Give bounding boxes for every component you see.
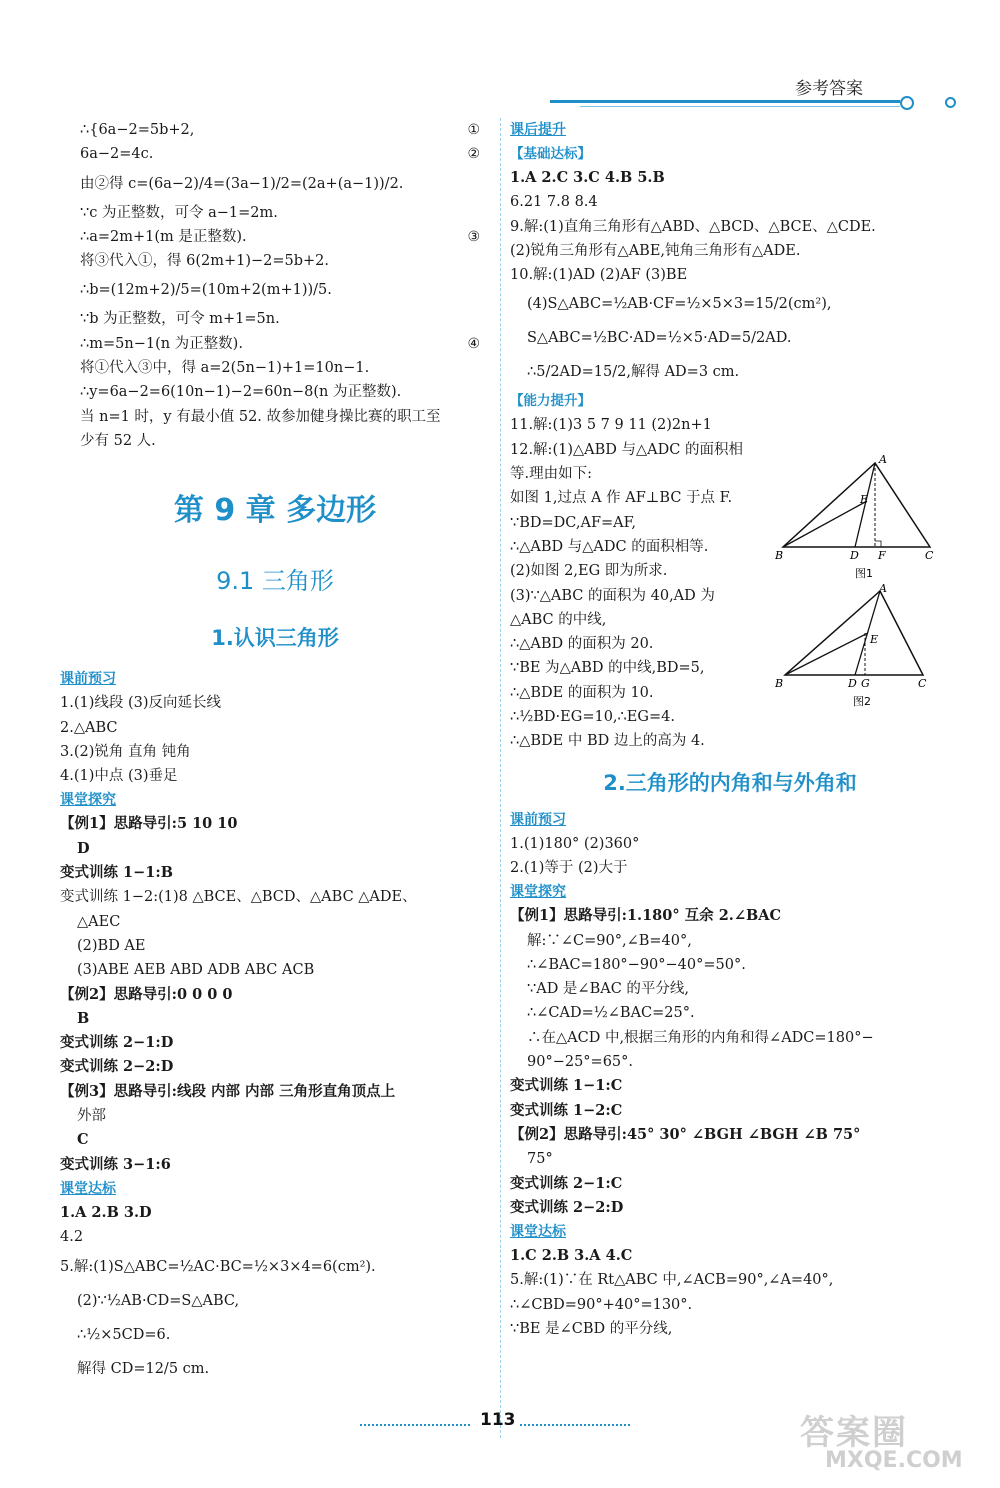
basic-item: (2)锐角三角形有△ABE,钝角三角形有△ADE. — [510, 242, 801, 259]
solution-line: 将①代入③中，得 a=2(5n−1)+1=10n−1. — [80, 360, 370, 377]
ability-item: 12.解:(1)△ABD 与△ADC 的面积相 — [510, 441, 743, 458]
right-angle-mark — [875, 541, 881, 547]
ability-item: 等.理由如下: — [510, 466, 592, 483]
explore-item: 变式训练 1−2:(1)8 △BCE、△BCD、△ABC △ADE、 — [60, 889, 417, 906]
equation-mark: ④ — [467, 335, 480, 352]
explore-item: 变式训练 1−1:C — [510, 1077, 623, 1095]
heading-explore-2: 课堂探究 — [510, 884, 566, 901]
ability-item: ∵BD=DC,AF=AF, — [510, 514, 637, 531]
label-c: C — [925, 549, 934, 562]
ability-item: ∴△BDE 中 BD 边上的高为 4. — [510, 733, 705, 750]
preview-item: 3.(2)锐角 直角 钝角 — [60, 743, 191, 760]
explore-item: (3)ABE AEB ABD ADB ABC ACB — [77, 962, 315, 979]
equation-mark: ① — [467, 122, 480, 138]
label-c: C — [918, 677, 927, 690]
header-rule-thin — [580, 106, 900, 107]
watermark-site: MXQE.COM — [825, 1448, 963, 1473]
explore-item: 【例2】思路导引:45° 30° ∠BGH ∠BGH ∠B 75° — [510, 1125, 861, 1143]
figure-1-caption: 图1 — [855, 567, 873, 580]
standard-item: 5.解:(1)∵在 Rt△ABC 中,∠ACB=90°,∠A=40°, — [510, 1272, 834, 1289]
solution-line: ∴b=(12m+2)/5=(10m+2(m+1))/5. — [80, 282, 332, 299]
equation-mark: ③ — [467, 228, 480, 245]
heading-explore: 课堂探究 — [60, 792, 116, 809]
chapter-title: 第 9 章 多边形 — [173, 493, 377, 529]
figure-2-triangle — [775, 583, 945, 708]
preview-item: 2.(1)等于 (2)大于 — [510, 859, 628, 876]
footer-dots-left — [360, 1424, 470, 1426]
right-column — [510, 118, 950, 1341]
explore-item: 90°−25°=65°. — [527, 1054, 634, 1071]
equation-line-2 — [60, 142, 490, 166]
q5-line: (2)∵½AB·CD=S△ABC, — [77, 1292, 240, 1309]
equation-system — [60, 118, 490, 167]
ability-item: ∴△ABD 的面积为 20. — [510, 636, 654, 653]
standard-item: ∵BE 是∠CBD 的平分线, — [510, 1320, 673, 1337]
page-number: 113 — [480, 1410, 516, 1430]
ability-item: (2)如图 2,EG 即为所求. — [510, 563, 668, 580]
label-b: B — [775, 549, 784, 562]
explore-item: ∵AD 是∠BAC 的平分线, — [527, 981, 690, 998]
solution-steps — [60, 167, 490, 454]
header-title: 参考答案 — [795, 79, 863, 99]
column-divider — [500, 118, 501, 1438]
solution-line: 当 n=1 时，y 有最小值 52. 故参加健身操比赛的职工至 — [80, 408, 441, 425]
label-e: E — [870, 633, 879, 646]
preview-item: 2.△ABC — [60, 719, 118, 736]
explore-item: C — [77, 1131, 89, 1149]
preview-item: 1.(1)线段 (3)反向延长线 — [60, 695, 222, 712]
label-f: F — [878, 549, 886, 562]
subsection-title: 1.认识三角形 — [211, 626, 339, 651]
heading-after-class: 课后提升 — [510, 122, 566, 138]
heading-basic: 【基础达标】 — [510, 146, 591, 162]
standard-item: 1.A 2.B 3.D — [60, 1203, 152, 1221]
heading-ability: 【能力提升】 — [510, 393, 591, 410]
solution-line: ∵c 为正整数，可令 a−1=2m. — [80, 204, 278, 221]
figure-1-triangle — [775, 455, 945, 580]
standard-item: 1.C 2.B 3.A 4.C — [510, 1247, 633, 1265]
equation-line-1 — [60, 118, 490, 142]
preview-item: 4.(1)中点 (3)垂足 — [60, 768, 178, 785]
explore-item: 变式训练 2−2:D — [510, 1198, 624, 1216]
explore-item: ∴在△ACD 中,根据三角形的内角和得∠ADC=180°− — [527, 1029, 874, 1046]
heading-standard: 课堂达标 — [60, 1180, 116, 1197]
explore-item: 变式训练 1−2:C — [510, 1101, 623, 1119]
solution-line: 将③代入①，得 6(2m+1)−2=5b+2. — [80, 253, 330, 270]
label-b: B — [775, 677, 784, 690]
basic-item: 10.解:(1)AD (2)AF (3)BE — [510, 267, 688, 284]
label-e: E — [860, 493, 869, 506]
label-d: D — [850, 549, 859, 562]
ability-item: ∵BE 为△ABD 的中线,BD=5, — [510, 660, 705, 677]
explore-item: (2)BD AE — [77, 937, 146, 954]
basic-item: 9.解:(1)直角三角形有△ABD、△BCD、△BCE、△CDE. — [510, 218, 876, 235]
label-d: D — [848, 677, 857, 690]
triangle-abc — [785, 591, 923, 675]
explore-item: 变式训练 2−2:D — [60, 1058, 174, 1076]
explore-item: △AEC — [77, 913, 121, 930]
equation-mark: ② — [467, 146, 480, 163]
label-g: G — [861, 677, 870, 690]
ability-item: ∴△BDE 的面积为 10. — [510, 684, 654, 701]
ability-item: 如图 1,过点 A 作 AF⊥BC 于点 F. — [510, 490, 733, 507]
ability-item: 11.解:(1)3 5 7 9 11 (2)2n+1 — [510, 417, 712, 434]
explore-item: D — [77, 839, 90, 857]
solution-line: ∴y=6a−2=6(10n−1)−2=60n−8(n 为正整数). — [80, 384, 402, 401]
ability-item: (3)∵△ABC 的面积为 40,AD 为 — [510, 587, 715, 604]
standard-item: 4.2 — [60, 1229, 84, 1246]
watermark-logo: 答案圈 — [800, 1413, 908, 1453]
q10-line: ∴5/2AD=15/2,解得 AD=3 cm. — [527, 364, 740, 381]
explore-item: ∴∠CAD=½∠BAC=25°. — [527, 1005, 695, 1022]
subsection-title-2: 2.三角形的内角和与外角和 — [603, 770, 857, 795]
explore-item: B — [77, 1009, 90, 1027]
header-rule — [550, 100, 900, 103]
explore-item: 外部 — [77, 1108, 106, 1125]
basic-item: 6.21 7.8 8.4 — [510, 194, 598, 211]
explore-item: 【例2】思路导引:0 0 0 0 — [60, 985, 233, 1003]
section-title: 9.1 三角形 — [216, 567, 334, 596]
explore-item: 变式训练 3−1:6 — [60, 1155, 171, 1173]
heading-preview-2: 课前预习 — [510, 811, 566, 828]
ability-item: △ABC 的中线, — [510, 611, 607, 628]
header-dot — [900, 96, 914, 110]
explore-item: 变式训练 1−1:B — [60, 864, 173, 882]
solution-text: ∴m=5n−1(n 为正整数). — [80, 335, 243, 352]
heading-preview: 课前预习 — [60, 671, 116, 688]
explore-item: 【例1】思路导引:1.180° 互余 2.∠BAC — [510, 907, 782, 925]
q10-line: (4)S△ABC=½AB·CF=½×5×3=15/2(cm²), — [527, 296, 832, 313]
explore-list — [60, 812, 490, 1176]
label-a: A — [879, 583, 887, 595]
solution-line: 由②得 c=(6a−2)/4=(3a−1)/2=(2a+(a−1))/2. — [80, 175, 404, 192]
basic-item: 1.A 2.C 3.C 4.B 5.B — [510, 169, 665, 186]
left-column — [60, 118, 490, 1386]
footer-dots-right — [520, 1424, 630, 1426]
explore-list-2 — [510, 904, 950, 1220]
q10-line: S△ABC=½BC·AD=½×5·AD=5/2AD. — [527, 330, 792, 347]
explore-item: 【例1】思路导引:5 10 10 — [60, 815, 238, 833]
figure-2-caption: 图2 — [853, 695, 871, 708]
standard-item: ∴∠CBD=90°+40°=130°. — [510, 1296, 693, 1313]
equation-text: 6a−2=4c. — [80, 146, 154, 163]
solution-line: 少有 52 人. — [80, 432, 156, 449]
solution-text: ∴a=2m+1(m 是正整数). — [80, 228, 247, 245]
ability-item: ∴½BD·EG=10,∴EG=4. — [510, 709, 675, 726]
equation-text: ∴{6a−2=5b+2, — [80, 122, 195, 138]
header-dot — [945, 97, 956, 108]
solution-line: ∵b 为正整数，可令 m+1=5n. — [80, 311, 280, 328]
solution-line — [60, 332, 490, 356]
explore-item: 【例3】思路导引:线段 内部 内部 三角形直角顶点上 — [60, 1082, 396, 1100]
solution-line — [60, 225, 490, 249]
heading-standard-2: 课堂达标 — [510, 1224, 566, 1241]
ability-item: ∴△ABD 与△ADC 的面积相等. — [510, 538, 709, 555]
explore-item: 变式训练 2−1:D — [60, 1034, 174, 1052]
q5-line: 解得 CD=12/5 cm. — [77, 1360, 210, 1377]
preview-item: 1.(1)180° (2)360° — [510, 835, 640, 852]
q5-line: 5.解:(1)S△ABC=½AC·BC=½×3×4=6(cm²). — [60, 1258, 376, 1275]
explore-item: ∴∠BAC=180°−90°−40°=50°. — [527, 956, 746, 973]
q5-line: ∴½×5CD=6. — [77, 1326, 171, 1343]
explore-item: 75° — [527, 1151, 553, 1168]
label-a: A — [879, 455, 887, 466]
explore-item: 解:∵∠C=90°,∠B=40°, — [527, 932, 692, 949]
explore-item: 变式训练 2−1:C — [510, 1174, 623, 1192]
